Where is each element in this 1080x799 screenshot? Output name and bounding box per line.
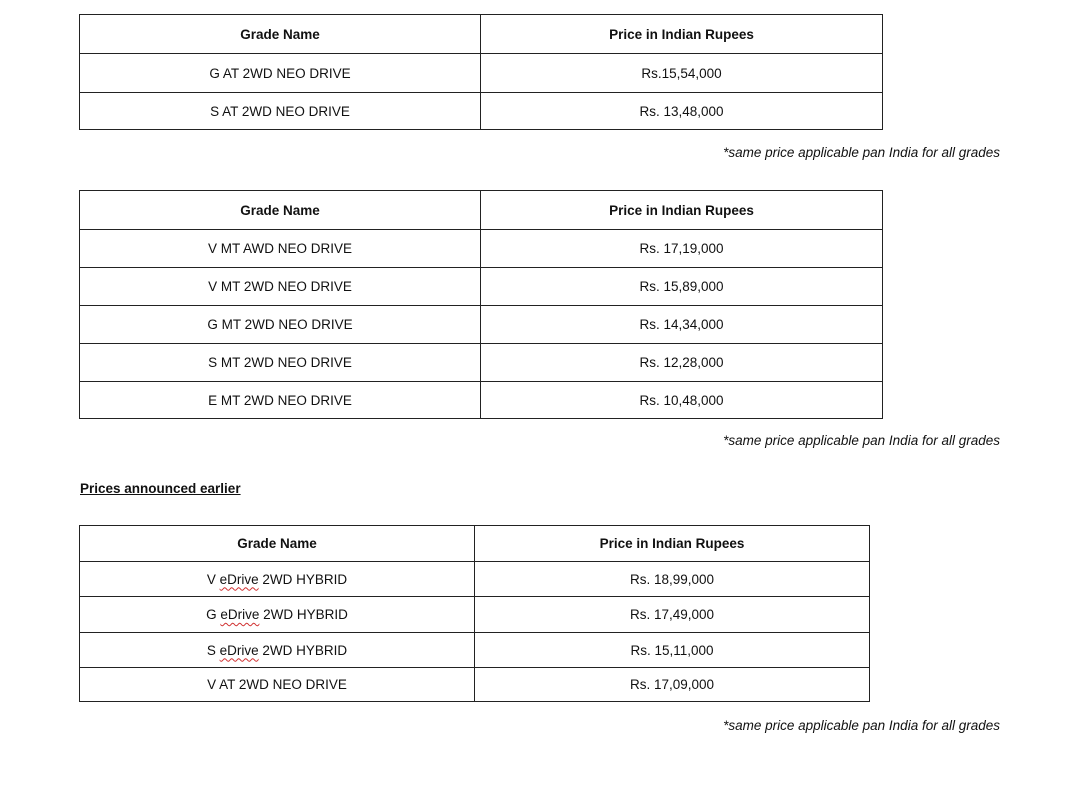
- grade-cell: V MT AWD NEO DRIVE: [80, 230, 481, 268]
- grade-prefix: S: [206, 642, 220, 658]
- header-grade-name: Grade Name: [80, 15, 481, 54]
- grade-cell: [80, 633, 475, 668]
- grade-prefix: V AT 2WD NEO DRIVE: [207, 677, 347, 692]
- table-row: [80, 268, 883, 306]
- grade-cell: E MT 2WD NEO DRIVE: [80, 382, 481, 419]
- table-row: [80, 668, 870, 702]
- table-row: [80, 54, 883, 93]
- table-row: [80, 597, 870, 633]
- table-row: [80, 562, 870, 597]
- price-table-2: [79, 190, 883, 419]
- grade-cell: G MT 2WD NEO DRIVE: [80, 306, 481, 344]
- header-price: Price in Indian Rupees: [481, 191, 883, 230]
- price-cell: Rs. 15,11,000: [475, 633, 870, 668]
- grade-cell: [80, 562, 475, 597]
- grade-cell: S AT 2WD NEO DRIVE: [80, 93, 481, 130]
- grade-suffix: 2WD HYBRID: [259, 607, 348, 622]
- earlier-prices-heading: Prices announced earlier: [80, 481, 241, 496]
- price-cell: Rs. 14,34,000: [481, 306, 883, 344]
- spellcheck-marked-word: eDrive: [220, 607, 260, 622]
- spellcheck-marked-word: eDrive: [219, 642, 259, 658]
- price-cell: Rs. 17,19,000: [481, 230, 883, 268]
- grade-prefix: G: [206, 607, 221, 622]
- pricing-note: *same price applicable pan India for all grades: [723, 433, 1000, 448]
- header-price: Price in Indian Rupees: [481, 15, 883, 54]
- price-cell: Rs. 17,49,000: [475, 597, 870, 633]
- grade-cell: G AT 2WD NEO DRIVE: [80, 54, 481, 93]
- table-row: [80, 230, 883, 268]
- table-header-row: [80, 191, 883, 230]
- table-row: [80, 93, 883, 130]
- price-cell: Rs. 15,89,000: [481, 268, 883, 306]
- grade-suffix: 2WD HYBRID: [258, 642, 348, 658]
- grade-cell: [80, 668, 475, 702]
- grade-cell: [80, 597, 475, 633]
- table-row: [80, 382, 883, 419]
- pricing-note: *same price applicable pan India for all grades: [723, 145, 1000, 160]
- price-table-3: [79, 525, 870, 702]
- header-grade-name: Grade Name: [80, 526, 475, 562]
- price-table-1: [79, 14, 883, 130]
- table-row: [80, 306, 883, 344]
- price-cell: Rs. 10,48,000: [481, 382, 883, 419]
- table-header-row: [80, 526, 870, 562]
- spellcheck-marked-word: eDrive: [219, 571, 259, 587]
- pricing-note: *same price applicable pan India for all grades: [723, 718, 1000, 733]
- price-cell: Rs.15,54,000: [481, 54, 883, 93]
- header-price: Price in Indian Rupees: [475, 526, 870, 562]
- table-row: [80, 633, 870, 668]
- price-cell: Rs. 12,28,000: [481, 344, 883, 382]
- price-cell: Rs. 13,48,000: [481, 93, 883, 130]
- grade-suffix: 2WD HYBRID: [258, 571, 348, 587]
- grade-cell: V MT 2WD NEO DRIVE: [80, 268, 481, 306]
- price-cell: Rs. 17,09,000: [475, 668, 870, 702]
- grade-cell: S MT 2WD NEO DRIVE: [80, 344, 481, 382]
- grade-prefix: V: [206, 571, 220, 587]
- table-row: [80, 344, 883, 382]
- header-grade-name: Grade Name: [80, 191, 481, 230]
- table-header-row: [80, 15, 883, 54]
- price-cell: Rs. 18,99,000: [475, 562, 870, 597]
